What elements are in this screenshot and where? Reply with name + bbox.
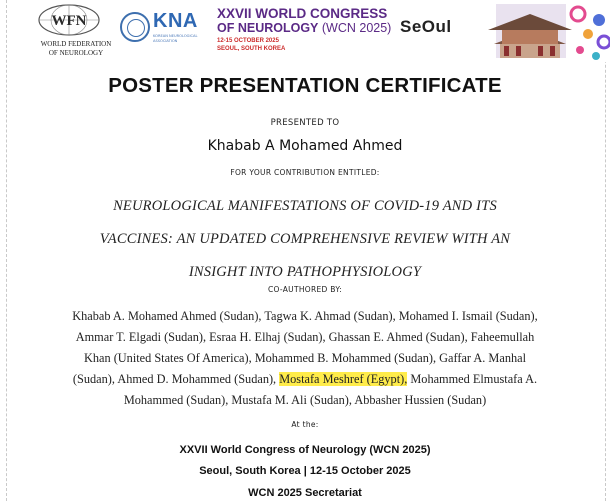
- paper-title-line: INSIGHT INTO PATHOPHYSIOLOGY: [188, 264, 422, 280]
- wfn-logo: [28, 4, 118, 60]
- highlighted-author: Mostafa Meshref (Egypt),: [279, 372, 408, 386]
- kna-seal-icon: [120, 12, 150, 42]
- presented-to-label: PRESENTED TO: [270, 118, 340, 128]
- congress-line2-bold: OF NEUROLOGY: [217, 21, 319, 35]
- author-line: Khabab A. Mohamed Ahmed (Sudan), Tagwa K. Ahmad (Sudan), Mohamed I. Ismail (Sudan),: [72, 309, 538, 323]
- author-line: [60, 369, 550, 390]
- author-list: [60, 306, 550, 411]
- congress-place: SEOUL, SOUTH KOREA: [217, 46, 286, 52]
- event-name: XXVII World Congress of Neurology (WCN 2025): [179, 444, 431, 456]
- author-line-part: Mohammed Elmustafa A.: [407, 372, 538, 386]
- kna-subtext: KOREAN NEUROLOGICAL ASSOCIATION: [153, 34, 198, 43]
- wfn-globe-emblem: [36, 4, 102, 36]
- contribution-label: FOR YOUR CONTRIBUTION ENTITLED:: [230, 168, 380, 177]
- wfn-logo-text: WFN: [51, 13, 87, 29]
- certificate-title: POSTER PRESENTATION CERTIFICATE: [108, 74, 502, 97]
- kna-logo-text: KNA: [153, 10, 198, 32]
- coauthored-label: CO-AUTHORED BY:: [267, 285, 343, 294]
- at-the-label: At the:: [291, 420, 319, 429]
- wfn-name-line2: OF NEUROLOGY: [48, 48, 104, 57]
- kna-logo: [120, 12, 202, 48]
- wfn-name-line1: WORLD FEDERATION: [40, 40, 112, 48]
- congress-line2: [217, 21, 397, 35]
- secretariat: WCN 2025 Secretariat: [248, 487, 362, 499]
- event-place-date: Seoul, South Korea | 12-15 October 2025: [199, 465, 411, 477]
- paper-title-line: NEUROLOGICAL MANIFESTATIONS OF COVID-19 AND ITS: [113, 198, 497, 214]
- congress-dates: 12-15 OCTOBER 2025: [217, 38, 279, 44]
- seoul-logo: SeOul: [400, 17, 452, 36]
- seoul-palace-illustration: [466, 0, 610, 62]
- author-line-part: (Sudan), Ahmed D. Mohammed (Sudan),: [72, 372, 280, 386]
- author-line: Ammar T. Elgadi (Sudan), Esraa H. Elhaj (Sudan), Ghassan E. Ahmed (Sudan), Faheemullah: [75, 330, 535, 344]
- congress-line1: XXVII WORLD CONGRESS: [217, 6, 388, 21]
- paper-title-line: VACCINES: AN UPDATED COMPREHENSIVE REVIEW WITH AN: [99, 231, 511, 247]
- congress-logo: [217, 6, 397, 58]
- certificate-header: [0, 0, 610, 62]
- author-line: Mohammed (Sudan), Mustafa M. Ali (Sudan), Abbasher Hussien (Sudan): [123, 393, 487, 407]
- author-line: Khan (United States Of America), Mohammed B. Mohammed (Sudan), Gaffar A. Manhal: [83, 351, 526, 365]
- congress-line2-rest: (WCN 2025): [318, 21, 392, 35]
- paper-title: [40, 190, 570, 289]
- recipient-name: Khabab A Mohamed Ahmed: [207, 138, 403, 154]
- wfn-organization-name: [28, 40, 124, 57]
